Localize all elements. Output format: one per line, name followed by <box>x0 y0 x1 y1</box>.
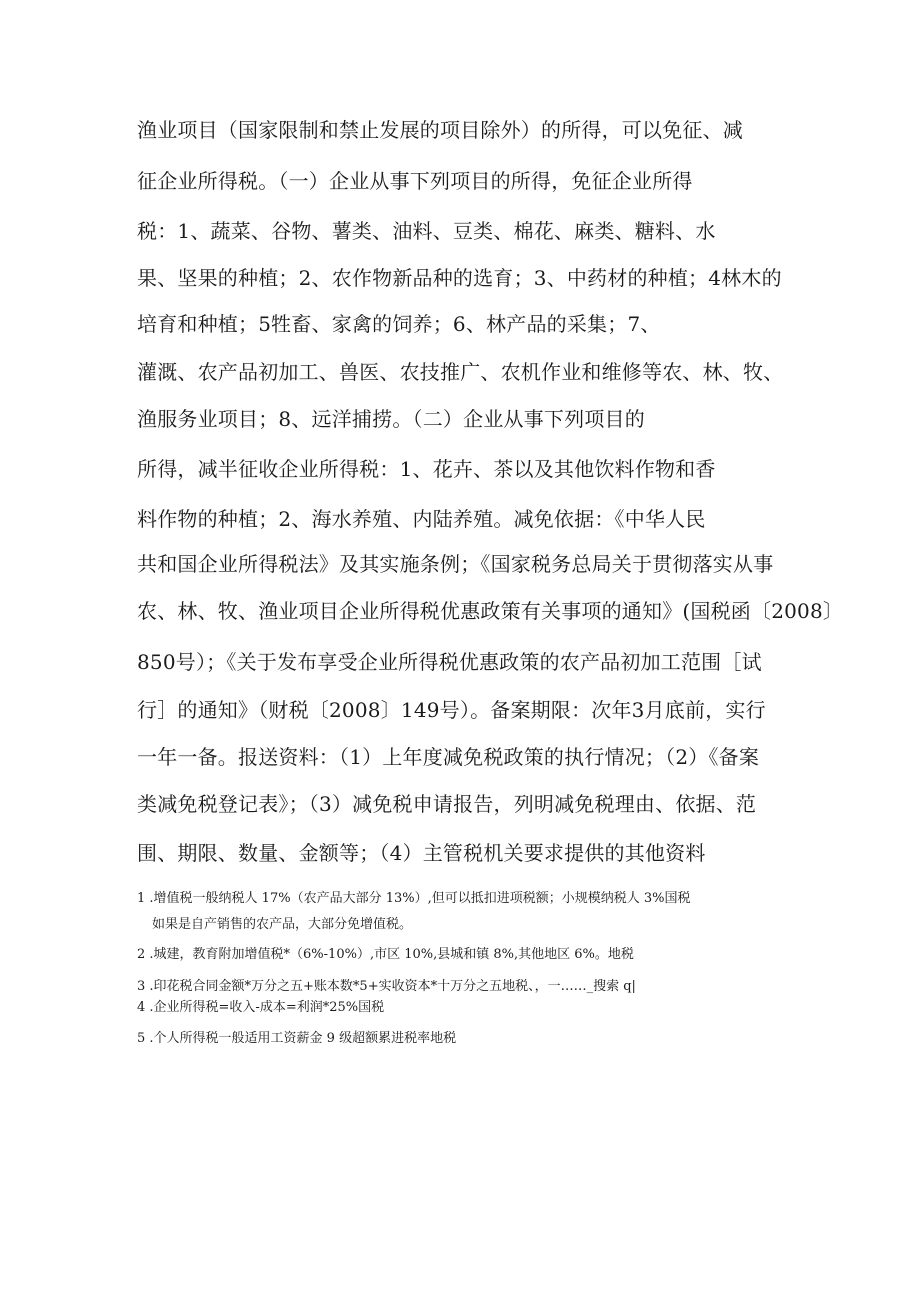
paragraph-line: 围、期限、数量、金额等；（4）主管税机关要求提供的其他资料 <box>137 841 706 865</box>
paragraph-line: 类减免税登记表》；（3）减免税申请报告，列明减免税理由、依据、范 <box>137 792 757 816</box>
paragraph-line: 税：1、蔬菜、谷物、薯类、油料、豆类、棉花、麻类、糖料、水 <box>137 219 716 243</box>
paragraph-line: 渔业项目（国家限制和禁止发展的项目除外）的所得，可以免征、减 <box>137 118 743 142</box>
paragraph-line: 培育和种植；5牲畜、家禽的饲养；6、林产品的采集；7、 <box>137 312 661 336</box>
paragraph-line: 行］的通知》（财税〔2008〕149号）。备案期限：次年3月底前，实行 <box>137 698 766 722</box>
paragraph-line: 一年一备。报送资料：（1）上年度减免税政策的执行情况；（2）《备案 <box>137 745 760 769</box>
paragraph-line: 灌溉、农产品初加工、兽医、农技推广、农机作业和维修等农、林、牧、 <box>137 360 784 384</box>
paragraph-line: 农、林、牧、渔业项目企业所得税优惠政策有关事项的通知》(国税函〔2008〕 <box>137 599 844 623</box>
paragraph-line: 渔服务业项目；8、远洋捕捞。（二）企业从事下列项目的 <box>137 407 645 431</box>
paragraph-line: 共和国企业所得税法》及其实施条例；《国家税务总局关于贯彻落实从事 <box>137 552 774 576</box>
tax-note-continuation: 如果是自产销售的农产品，大部分免增值税。 <box>152 917 413 932</box>
paragraph-line: 所得，减半征收企业所得税：1、花卉、茶以及其他饮料作物和香 <box>137 457 716 481</box>
paragraph-line: 征企业所得税。（一）企业从事下列项目的所得，免征企业所得 <box>137 169 693 193</box>
tax-note-item: 2 .城建，教育附加增值税*（6%-10%）,市区 10%,县城和镇 8%,其他地区 6%。地税 <box>137 947 634 962</box>
paragraph-line: 料作物的种植；2、海水养殖、内陆养殖。减免依据：《中华人民 <box>137 507 706 531</box>
tax-note-item: 3 .印花税合同金额*万分之五+账本数*5+实收资本*十万分之五地税、，一……_搜索 q| <box>137 979 636 994</box>
paragraph-line: 果、坚果的种植；2、农作物新品种的选育；3、中药材的种植；4林木的 <box>137 266 782 290</box>
tax-note-item: 1 .增值税一般纳税人 17%（农产品大部分 13%）,但可以抵扣进项税额；小规模纳税人 3%国税 <box>137 891 691 906</box>
tax-note-item: 5 .个人所得税一般适用工资薪金 9 级超额累进税率地税 <box>137 1031 457 1046</box>
tax-note-item: 4 .企业所得税=收入-成本=利润*25%国税 <box>137 1000 385 1015</box>
paragraph-line: 850号）；《关于发布享受企业所得税优惠政策的农产品初加工范围［试 <box>137 650 762 674</box>
